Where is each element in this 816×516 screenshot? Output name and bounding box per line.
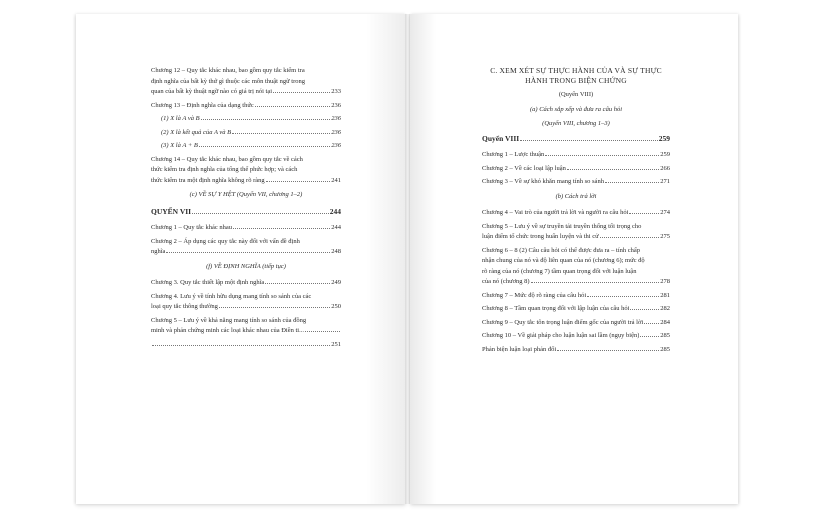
- toc-entry-line: Chương 5 – Lưu ý về sự truyền tải truyền thống tối trọng cho: [482, 222, 642, 230]
- subsection-reference: (Quyển VIII, chương 1–3): [542, 120, 610, 127]
- toc-entry-line: Chương 4. Lưu ý về tính hữu dụng mang tính so sánh của các: [151, 292, 312, 300]
- page-number: 259: [660, 151, 670, 158]
- dot-leader: [201, 119, 331, 120]
- dot-leader: [600, 237, 660, 238]
- toc-entry-line: [151, 101, 341, 112]
- dot-leader: [192, 213, 329, 214]
- toc-entry-text: Chương 10 – Về giải pháp cho luận luận sai lầm (ngụy biện): [482, 332, 640, 339]
- page-number: 251: [331, 340, 341, 348]
- dot-leader: [152, 345, 330, 346]
- toc-entry-line: [151, 278, 341, 289]
- page-number: 285: [660, 345, 670, 353]
- toc-entry: [482, 291, 670, 302]
- toc-entry-text: quan của bất kỳ thuật ngữ nào có giá trị nói tại: [151, 88, 273, 95]
- dot-leader: [545, 155, 659, 156]
- toc-entry: [151, 278, 341, 289]
- toc-entry-text: Phản biện luận loại phản đối: [482, 345, 557, 353]
- toc-entry: [151, 114, 341, 125]
- page-number: 278: [660, 278, 670, 285]
- page-number: 244: [331, 224, 341, 231]
- toc-entry: [151, 101, 341, 112]
- toc-entry-text: Chương 7 – Mức độ rõ ràng của câu hỏi: [482, 291, 587, 299]
- subsection-heading: (b) Cách trả lời: [555, 192, 597, 200]
- left-toc: [151, 66, 341, 353]
- toc-entry-line: [482, 304, 670, 315]
- subsection-heading: (a) Cách sắp xếp và đưa ra câu hỏi: [530, 105, 622, 113]
- dot-leader: [166, 252, 330, 253]
- toc-entry-text: Chương 3 – Về sự khó khăn mang tính so sánh: [482, 178, 604, 185]
- dot-leader: [644, 323, 659, 324]
- section-title-line: HÀNH TRONG BIỆN CHỨNG: [525, 76, 627, 85]
- toc-entry-text: (2) X là kết quả của A và B: [161, 128, 232, 136]
- toc-entry: [151, 292, 341, 313]
- toc-entry-line: [151, 302, 341, 313]
- page-number: 250: [331, 303, 341, 310]
- page-number: 233: [331, 88, 341, 95]
- dot-leader: [219, 307, 330, 308]
- toc-entry-line: nhận chung của nó và độ liên quan của nó (chương 6); mức độ: [482, 257, 645, 264]
- page-number: 241: [331, 176, 341, 184]
- toc-entry-text: của nó (chương 8): [482, 278, 530, 285]
- page-number: 282: [660, 305, 670, 312]
- section-title: [482, 66, 670, 86]
- section-title-line: C. XEM XÉT SỰ THỰC HÀNH CỦA VÀ SỰ THỰC: [490, 66, 662, 75]
- toc-entry-line: Chương 2 – Áp dụng các quy tắc này đối với vấn đề định: [151, 237, 300, 245]
- toc-entry-line: [482, 318, 670, 329]
- toc-entry: [482, 222, 670, 243]
- toc-book-heading: [482, 134, 670, 145]
- dot-leader: [557, 350, 659, 351]
- toc-entry-line: rõ ràng của nó (chương 7) tầm quan trọng đối với luận luận: [482, 267, 637, 275]
- page-number: 236: [331, 101, 341, 109]
- toc-entry: [482, 345, 670, 356]
- section-subtitle: (Quyển VIII): [558, 91, 594, 98]
- dot-leader: [305, 331, 340, 332]
- toc-entry-line: [482, 164, 670, 175]
- toc-entry-text: Chương 4 – Vai trò của người trả lời và người ra câu hỏi: [482, 209, 629, 216]
- toc-entry-line: [161, 128, 341, 139]
- toc-entry: [151, 155, 341, 187]
- book-label: QUYỂN VII: [151, 206, 192, 216]
- toc-entry-text: nghĩa: [151, 248, 166, 255]
- toc-entry-text: loại quy tắc thông thường: [151, 303, 218, 310]
- toc-entry: [151, 128, 341, 139]
- toc-entry-line: thức kiểm tra định nghĩa của tổng thể phức hợp; và cách: [151, 166, 298, 173]
- toc-entry: [151, 237, 341, 258]
- dot-leader: [255, 106, 331, 107]
- dot-leader: [629, 213, 659, 214]
- page-number: 271: [660, 178, 670, 185]
- toc-entry-line: [151, 87, 341, 98]
- toc-entry-line: [482, 150, 670, 161]
- toc-entry-line: [482, 291, 670, 302]
- page-number: 275: [660, 233, 670, 240]
- toc-entry: [482, 331, 670, 342]
- page-number: 285: [660, 332, 670, 339]
- page-number: 244: [329, 206, 341, 216]
- toc-entry-line: [151, 176, 341, 187]
- toc-entry-text: (1) X là A và B: [161, 115, 200, 122]
- dot-leader: [266, 181, 331, 182]
- dot-leader: [520, 140, 658, 141]
- toc-entry-text: Chương 3. Quy tắc thiết lập một định nghĩa: [151, 279, 265, 286]
- toc-group: [482, 208, 670, 355]
- dot-leader: [232, 133, 330, 134]
- right-toc: [482, 66, 670, 358]
- toc-entry-text: thức kiểm tra một định nghĩa không rõ ràng: [151, 176, 265, 184]
- toc-entry-text: Chương 2 – Về các loại lập luận: [482, 164, 566, 172]
- dot-leader: [531, 282, 660, 283]
- toc-entry: [151, 66, 341, 98]
- toc-entry-text: minh và phản chứng minh các loại khác nhau của Điền ti...: [151, 327, 304, 334]
- toc-entry-line: Chương 12 – Quy tắc khác nhau, bao gồm quy tắc kiểm tra: [151, 67, 305, 74]
- dot-leader: [265, 283, 330, 284]
- subsection-heading: (c) VỀ SỰ Y HỆT (Quyển VII, chương 1–2): [189, 191, 303, 198]
- page-number: 236: [331, 115, 341, 122]
- toc-entry-text: Chương 13 – Định nghĩa của dạng thức: [151, 101, 254, 109]
- dot-leader: [567, 169, 659, 170]
- toc-entry: [482, 164, 670, 175]
- toc-entry: [482, 150, 670, 161]
- toc-entry: [482, 304, 670, 315]
- page-number: 248: [331, 248, 341, 255]
- page-number: 274: [660, 209, 670, 216]
- toc-entry: [151, 141, 341, 152]
- left-page: [76, 14, 406, 504]
- toc-entry-line: [482, 277, 670, 288]
- page-number: 249: [331, 279, 341, 286]
- dot-leader: [233, 228, 330, 229]
- toc-entry-line: [482, 232, 670, 243]
- dot-leader: [587, 296, 659, 297]
- toc-entry-line: định nghĩa của bất kỳ thứ gì thuộc các môn thuật ngữ trong: [151, 77, 305, 85]
- dot-leader: [199, 146, 330, 147]
- toc-entry-line: [482, 331, 670, 342]
- toc-entry-line: [161, 114, 341, 125]
- toc-entry-line: [151, 326, 341, 337]
- page-number: 236: [331, 128, 341, 136]
- toc-entry: [482, 208, 670, 219]
- toc-entry-line: Chương 14 – Quy tắc khác nhau, bao gồm quy tắc về cách: [151, 155, 303, 163]
- toc-entry-text: luận điểm tổ chức trong huấn luyện và thi cử: [482, 233, 599, 240]
- page-number: 266: [660, 164, 670, 172]
- toc-entry-text: Chương 1 – Lược thuận: [482, 151, 545, 158]
- dot-leader: [630, 309, 659, 310]
- toc-entry-line: [161, 141, 341, 152]
- toc-entry: [482, 177, 670, 188]
- toc-entry-line: [151, 340, 341, 351]
- toc-entry-line: Chương 5 – Lưu ý về khả năng mang tính so sánh của đồng: [151, 316, 307, 324]
- toc-book-heading: [151, 207, 341, 218]
- toc-entry: [151, 316, 341, 337]
- toc-entry-text: Chương 1 – Quy tắc khác nhau: [151, 224, 232, 231]
- toc-entry-line: [151, 247, 341, 258]
- dot-leader: [640, 336, 659, 337]
- toc-entry-line: [482, 208, 670, 219]
- toc-entry-line: Chương 6 – 8 (2) Câu câu hỏi có thể được đưa ra – tính chấp: [482, 246, 641, 254]
- subsection-heading: (f) VỀ ĐỊNH NGHĨA (tiếp tục): [206, 262, 286, 270]
- page-number: 259: [658, 133, 670, 143]
- toc-entry-text: Chương 9 – Quy tắc tôn trọng luận điểm gốc của người trả lời: [482, 318, 644, 326]
- right-page: [410, 14, 738, 504]
- page-number: 281: [660, 291, 670, 299]
- toc-entry: [482, 318, 670, 329]
- page-number: 284: [660, 318, 670, 326]
- dot-leader: [273, 92, 330, 93]
- toc-group: [482, 150, 670, 188]
- toc-entry-text: (3) X là A + B: [161, 142, 198, 149]
- toc-entry-line: [482, 177, 670, 188]
- toc-entry-text: Chương 8 – Tầm quan trọng đối với lập luận của câu hỏi: [482, 305, 630, 312]
- toc-entry: [151, 223, 341, 234]
- toc-entry: [482, 246, 670, 288]
- toc-entry-line: [151, 223, 341, 234]
- dot-leader: [605, 182, 659, 183]
- toc-entry-line: [482, 345, 670, 356]
- page-number: 236: [331, 142, 341, 149]
- book-label: Quyển VIII: [482, 133, 520, 143]
